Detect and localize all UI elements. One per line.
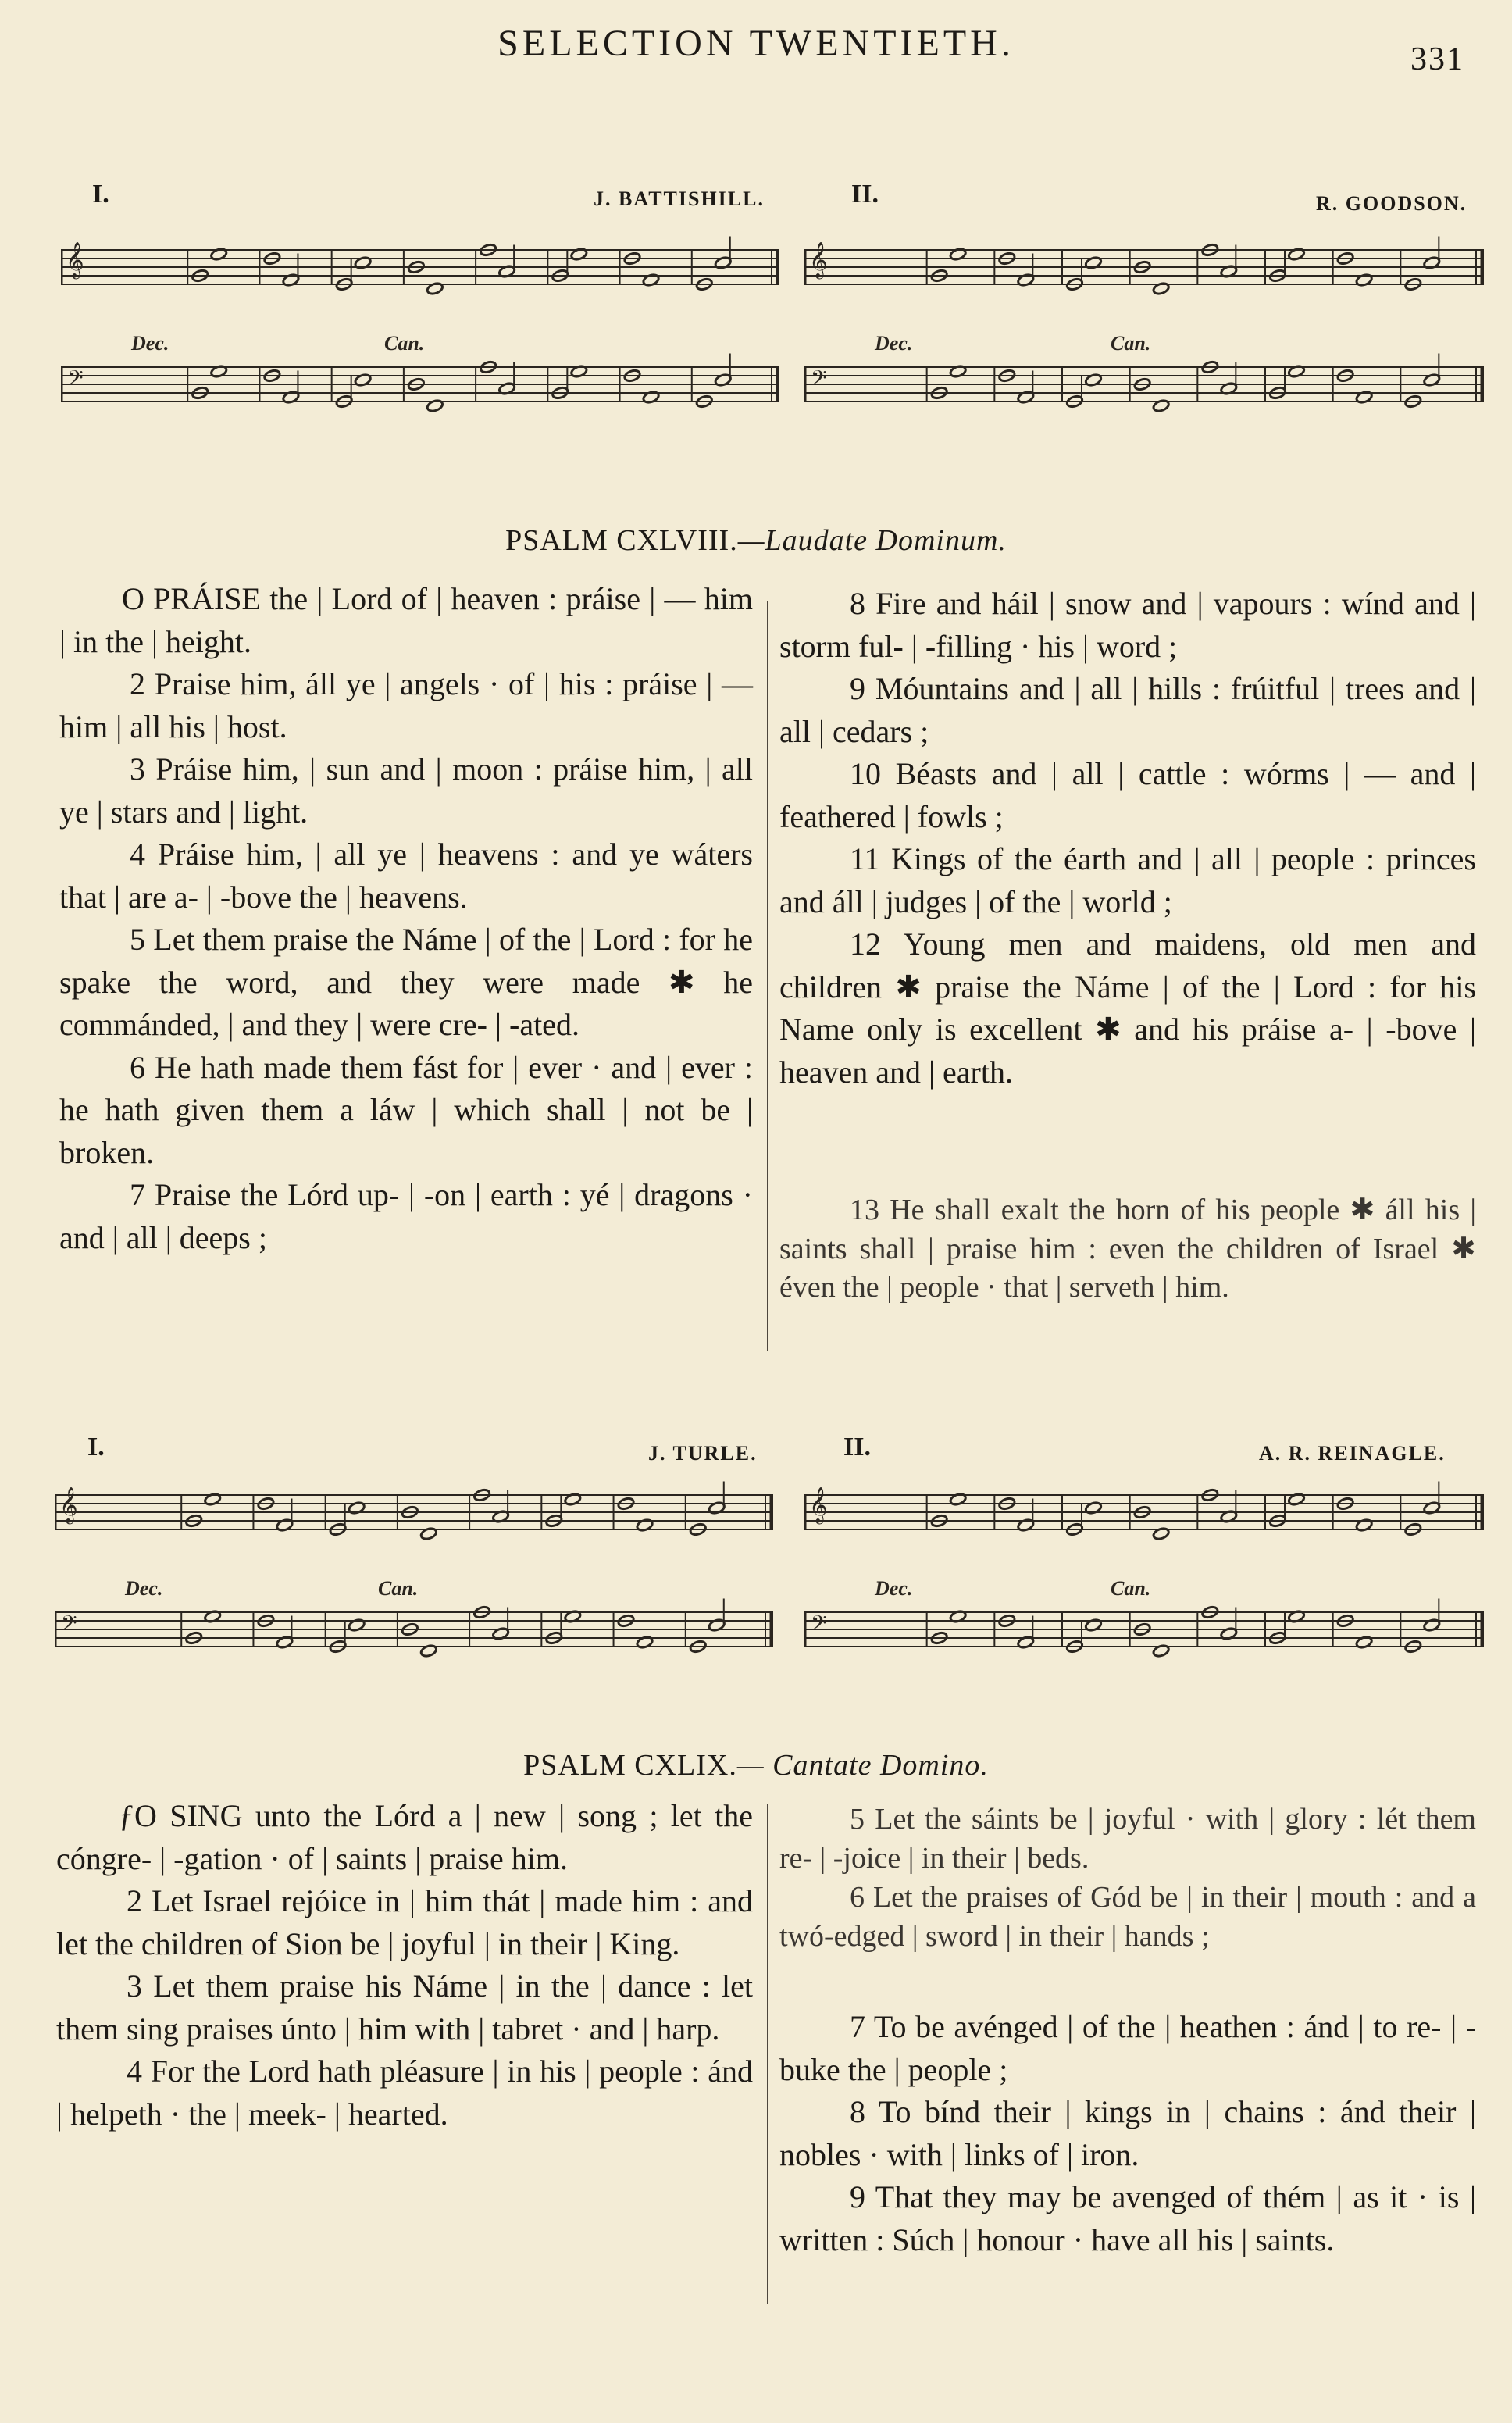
running-head: SELECTION TWENTIETH.: [497, 23, 1015, 64]
verse: 4 Práise him, | all ye | heavens : and ye wáters that | are a- | -bove the | heavens.: [59, 837, 753, 915]
svg-text:𝄢: 𝄢: [811, 366, 827, 395]
verse: 5 Let them praise the Náme | of the | Lord : for he spake the word, and they were made ✱ he commánded, | and they | were cre- | -ated.: [59, 922, 753, 1042]
verse: 3 Práise him, | sun and | moon : práise him, | all ye | stars and | light.: [59, 751, 753, 830]
cantoris-label: Can.: [384, 332, 425, 355]
chant-numeral-top-left: I.: [92, 180, 109, 209]
psalm-heading-148: [0, 523, 1512, 558]
chant-numeral-top-right: II.: [851, 180, 879, 209]
chant-score-top-right: [804, 233, 1484, 459]
psalm-148-right-column: [779, 583, 1476, 1094]
verse: ƒO SING unto the Lórd a | new | song ; let the cóngre- | -gation · of | saints | praise him.: [56, 1798, 753, 1876]
chant-score-top-left: [61, 233, 779, 459]
cantoris-label: Can.: [1111, 1577, 1151, 1600]
psalm-148-left-column: [59, 578, 753, 1259]
chant-score-bottom-right: [804, 1478, 1484, 1704]
verse: 2 Praise him, áll ye | angels · of | his : práise | — him | all his | host.: [59, 666, 753, 744]
verse: 6 Let the praises of Gód be | in their | mouth : and a twó-edged | sword | in their | hands ;: [779, 1881, 1476, 1953]
psalm-heading-149: [0, 1748, 1512, 1782]
chant-numeral-bottom-right: II.: [843, 1433, 871, 1461]
composer-bottom-right: A. R. REINAGLE.: [1259, 1442, 1446, 1465]
decani-label: Dec.: [125, 1577, 163, 1600]
verse: 8 To bínd their | kings in | chains : ánd their | nobles · with | links of | iron.: [779, 2094, 1476, 2172]
column-divider: [767, 601, 768, 1351]
svg-text:𝄞: 𝄞: [809, 1487, 828, 1523]
verse: O PRÁISE the | Lord of | heaven : práise | — him | in the | height.: [59, 581, 753, 659]
column-divider: [767, 1804, 768, 2304]
chant-numeral-bottom-left: I.: [87, 1433, 105, 1461]
verse: 12 Young men and maidens, old men and children ✱ praise the Náme | of the | Lord : for his Name only is excellent ✱ and his práise a- | -bove | heaven and | earth.: [779, 926, 1476, 1090]
verse: 8 Fire and háil | snow and | vapours : wínd and | storm ful- | -filling · his | word ;: [779, 586, 1476, 664]
decani-label: Dec.: [875, 1577, 913, 1600]
psalm-149-left-column: [56, 1795, 753, 2136]
psalm-title: PSALM CXLIX.: [523, 1749, 737, 1782]
decani-label: Dec.: [875, 332, 913, 355]
psalm-148-verse-13: [779, 1191, 1476, 1308]
svg-text:𝄢: 𝄢: [811, 1611, 827, 1640]
decani-label: Dec.: [131, 332, 169, 355]
svg-text:𝄞: 𝄞: [809, 242, 828, 278]
psalm-latin-title: —Laudate Dominum.: [737, 524, 1007, 557]
svg-text:𝄢: 𝄢: [67, 366, 84, 395]
verse: 4 For the Lord hath pléasure | in his | people : ánd | helpeth · the | meek- | hearted.: [56, 2054, 753, 2132]
verse: 10 Béasts and | all | cattle : wórms | — and | feathered | fowls ;: [779, 756, 1476, 834]
verse: 5 Let the sáints be | joyful · with | glory : lét them re- | -joice | in their | beds.: [779, 1803, 1476, 1875]
verse: 9 That they may be avenged of thém | as it · is | written : Súch | honour · have all his | saints.: [779, 2179, 1476, 2257]
chant-score-bottom-left: [55, 1478, 773, 1704]
psalm-latin-title: — Cantate Domino.: [736, 1749, 989, 1782]
psalm-149-right-column-cont: [779, 2006, 1476, 2261]
svg-text:𝄞: 𝄞: [66, 242, 84, 278]
verse: 9 Móuntains and | all | hills : frúitful | trees and | all | cedars ;: [779, 671, 1476, 749]
cantoris-label: Can.: [1111, 332, 1151, 355]
page-number: 331: [1410, 41, 1464, 77]
psalm-149-right-column: [779, 1800, 1476, 1956]
verse: 13 He shall exalt the horn of his people ✱ áll his | saints shall | praise him : even the children of Israel ✱ éven the | people · that | serveth | him.: [779, 1194, 1476, 1304]
verse: 7 Praise the Lórd up- | -on | earth : yé | dragons · and | all | deeps ;: [59, 1177, 753, 1255]
verse: 7 To be avénged | of the | heathen : ánd | to re- | -buke the | people ;: [779, 2009, 1476, 2087]
verse: 2 Let Israel rejóice in | him thát | made him : and let the children of Sion be | joyful | in their | King.: [56, 1883, 753, 1961]
svg-text:𝄢: 𝄢: [61, 1611, 77, 1640]
composer-top-left: J. BATTISHILL.: [594, 187, 765, 210]
verse: 11 Kings of the éarth and | all | people : princes and áll | judges | of the | world ;: [779, 841, 1476, 919]
psalm-title: PSALM CXLVIII.: [505, 524, 738, 557]
cantoris-label: Can.: [378, 1577, 419, 1600]
verse: 3 Let them praise his Náme | in the | dance : let them sing praises únto | him with | tabret · and | harp.: [56, 1968, 753, 2047]
composer-top-right: R. GOODSON.: [1316, 192, 1467, 215]
verse: 6 He hath made them fást for | ever · and | ever : he hath given them a láw | which shall | not be | broken.: [59, 1049, 753, 1170]
composer-bottom-left: J. TURLE.: [648, 1442, 758, 1465]
svg-text:𝄞: 𝄞: [59, 1487, 78, 1523]
